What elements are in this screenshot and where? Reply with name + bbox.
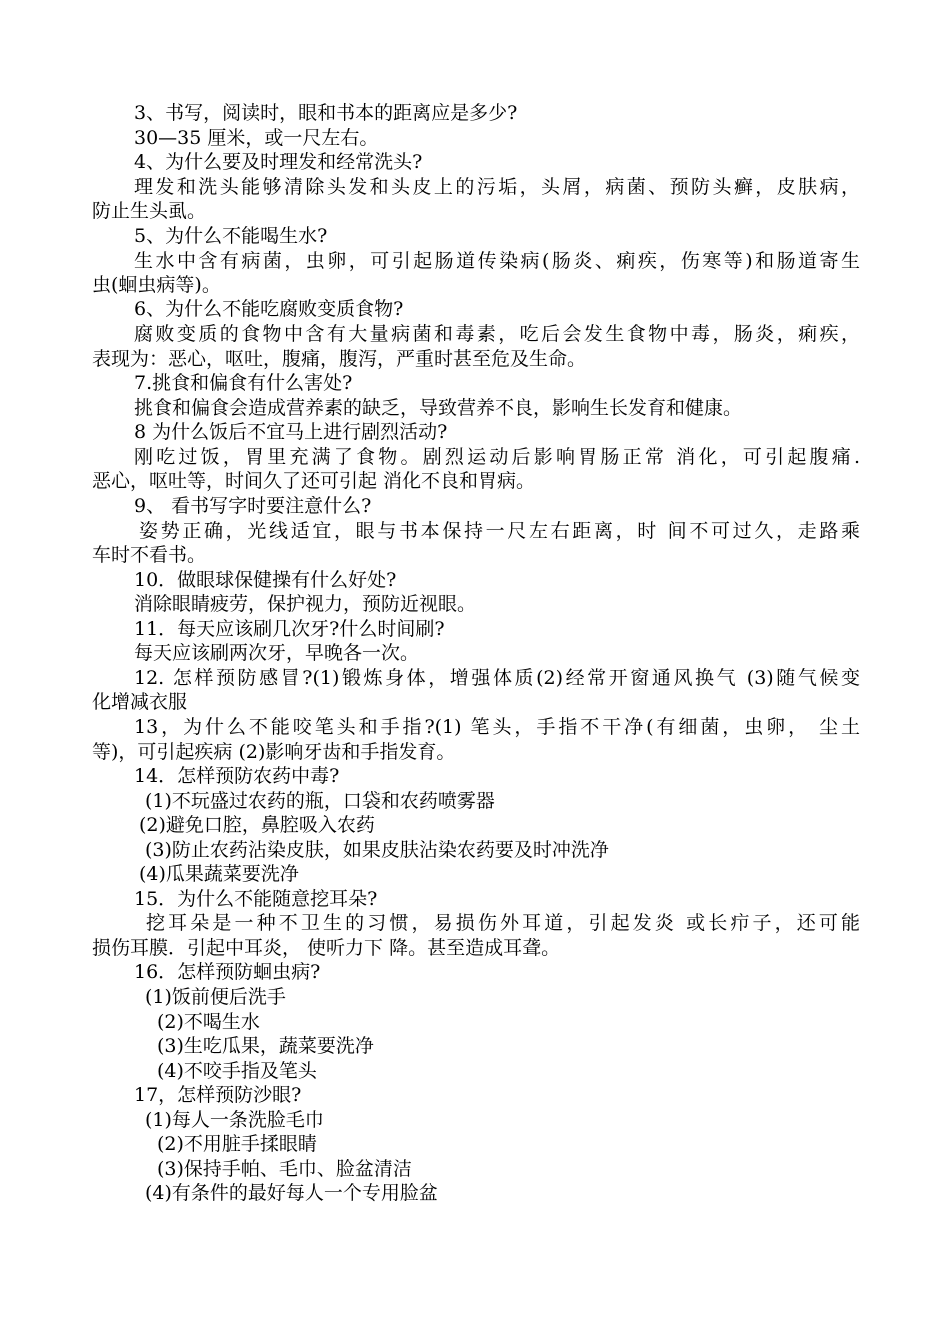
question-17: 17，怎样预防沙眼? bbox=[134, 1084, 302, 1106]
question-4: 4、为什么要及时理发和经常洗头? bbox=[134, 151, 423, 173]
answer-15-line-2: 损伤耳膜．引起中耳炎， 使听力下 降。甚至造成耳聋。 bbox=[92, 937, 561, 959]
answer-15-line-1: 挖耳朵是一种不卫生的习惯，易损伤外耳道，引起发炎 或长疖子，还可能 bbox=[146, 912, 860, 934]
question-6: 6、为什么不能吃腐败变质食物? bbox=[134, 298, 404, 320]
answer-17-item-2: (2)不用脏手揉眼睛 bbox=[157, 1133, 317, 1155]
answer-17-item-4: (4)有条件的最好每人一个专用脸盆 bbox=[145, 1182, 438, 1204]
answer-16-item-3: (3)生吃瓜果，蔬菜要洗净 bbox=[157, 1035, 374, 1057]
answer-4-line-2: 防止生头虱。 bbox=[92, 200, 207, 222]
answer-14-item-2: (2)避免口腔，鼻腔吸入农药 bbox=[139, 814, 375, 836]
question-10: 10．做眼球保健操有什么好处? bbox=[134, 569, 397, 591]
answer-16-item-2: (2)不喝生水 bbox=[157, 1011, 260, 1033]
answer-17-item-1: (1)每人一条洗脸毛巾 bbox=[145, 1109, 324, 1131]
question-8: 8 为什么饭后不宜马上进行剧烈活动? bbox=[134, 421, 448, 443]
answer-11: 每天应该刷两次牙，早晚各一次。 bbox=[134, 642, 420, 664]
answer-9-line-1: 姿势正确，光线适宜，眼与书本保持一尺左右距离，时 间不可过久，走路乘 bbox=[139, 520, 860, 542]
question-15: 15．为什么不能随意挖耳朵? bbox=[134, 888, 378, 910]
question-13-line-2: 等)，可引起疾病 (2)影响牙齿和手指发育。 bbox=[92, 741, 456, 763]
answer-14-item-4: (4)瓜果蔬菜要洗净 bbox=[139, 863, 299, 885]
answer-6-line-2: 表现为：恶心，呕吐，腹痛，腹泻，严重时甚至危及生命。 bbox=[92, 348, 587, 370]
question-3: 3、书写，阅读时，眼和书本的距离应是多少? bbox=[134, 102, 518, 124]
answer-8-line-1: 刚吃过饭，胃里充满了食物。剧烈运动后影响胃肠正常 消化，可引起腹痛. bbox=[134, 446, 860, 468]
question-13-line-1: 13，为什么不能咬笔头和手指?(1) 笔头，手指不干净(有细菌，虫卵， 尘土 bbox=[134, 716, 860, 738]
question-16: 16．怎样预防蛔虫病? bbox=[134, 961, 321, 983]
answer-17-item-3: (3)保持手帕、毛巾、脸盆清洁 bbox=[157, 1158, 412, 1180]
answer-3: 30—35 厘米，或一尺左右。 bbox=[134, 127, 379, 149]
answer-9-line-2: 车时不看书。 bbox=[92, 544, 207, 566]
question-9: 9、 看书写字时要注意什么? bbox=[134, 495, 372, 517]
question-7: 7.挑食和偏食有什么害处? bbox=[134, 372, 353, 394]
answer-14-item-3: (3)防止农药沾染皮肤，如果皮肤沾染农药要及时冲洗净 bbox=[145, 839, 609, 861]
question-14: 14．怎样预防农药中毒? bbox=[134, 765, 340, 787]
answer-8-line-2: 恶心，呕吐等，时间久了还可引起 消化不良和胃病。 bbox=[92, 470, 536, 492]
answer-4-line-1: 理发和洗头能够清除头发和头皮上的污垢，头屑，病菌、预防头癣，皮肤病， bbox=[134, 176, 860, 198]
answer-10: 消除眼睛疲劳，保护视力，预防近视眼。 bbox=[134, 593, 477, 615]
answer-16-item-1: (1)饭前便后洗手 bbox=[145, 986, 286, 1008]
answer-14-item-1: (1)不玩盛过农药的瓶，口袋和农药喷雾器 bbox=[145, 790, 495, 812]
answer-5-line-1: 生水中含有病菌，虫卵，可引起肠道传染病(肠炎、痢疾，伤寒等)和肠道寄生 bbox=[134, 250, 860, 272]
answer-5-line-2: 虫(蛔虫病等)。 bbox=[92, 274, 221, 296]
question-12-line-1: 12. 怎样预防感冒?(1)锻炼身体，增强体质(2)经常开窗通风换气 (3)随气候变 bbox=[134, 667, 860, 689]
question-5: 5、为什么不能喝生水? bbox=[134, 225, 328, 247]
answer-16-item-4: (4)不咬手指及笔头 bbox=[157, 1060, 317, 1082]
answer-6-line-1: 腐败变质的食物中含有大量病菌和毒素，吃后会发生食物中毒，肠炎，痢疾， bbox=[134, 323, 860, 345]
question-11: 11．每天应该刷几次牙?什么时间刷? bbox=[134, 618, 445, 640]
question-12-line-2: 化增减衣服 bbox=[92, 691, 188, 713]
answer-7: 挑食和偏食会造成营养素的缺乏，导致营养不良，影响生长发育和健康。 bbox=[134, 397, 743, 419]
